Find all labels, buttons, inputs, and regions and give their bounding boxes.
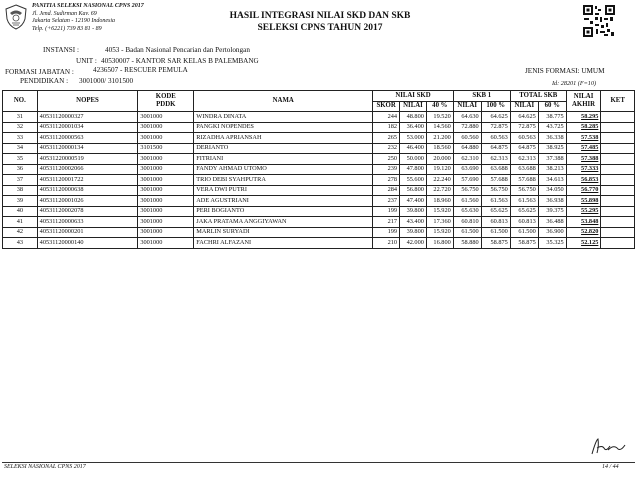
signature	[588, 436, 628, 458]
cell-skb-nilai: 64.630	[453, 112, 481, 123]
header-skd-nilai: NILAI	[400, 101, 427, 112]
header-kode-pddk	[138, 91, 194, 112]
cell-tot-nilai: 63.688	[510, 164, 538, 175]
cell-nama: FANDY AHMAD UTOMO	[194, 164, 373, 175]
pendidikan-label: PENDIDIKAN :	[20, 77, 69, 85]
cell-akhir: 52.820	[566, 227, 601, 238]
cell-tot-nilai: 60.813	[510, 217, 538, 228]
document-id: Id: 28201 (F=10)	[552, 80, 597, 87]
cell-ket	[601, 196, 635, 207]
cell-skor: 237	[373, 196, 400, 207]
cell-skb-nilai: 64.880	[453, 143, 481, 154]
cell-nilai: 48.800	[400, 112, 427, 123]
cell-p40: 16.800	[426, 238, 453, 249]
table-row	[3, 122, 635, 133]
cell-tot-nilai: 62.313	[510, 154, 538, 165]
cell-nama: DERIANTO	[194, 143, 373, 154]
cell-skb-100: 64.875	[481, 143, 510, 154]
cell-kode: 3001000	[138, 206, 194, 217]
cell-no: 36	[3, 164, 38, 175]
cell-nama: PERI BOGIANTO	[194, 206, 373, 217]
header-no: NO.	[3, 91, 38, 112]
cell-no: 33	[3, 133, 38, 144]
cell-nilai: 53.000	[400, 133, 427, 144]
cell-skb-nilai: 61.500	[453, 227, 481, 238]
cell-nopes: 40531120000633	[37, 217, 138, 228]
cell-akhir: 57.485	[566, 143, 601, 154]
cell-kode: 3001000	[138, 154, 194, 165]
cell-akhir: 55.898	[566, 196, 601, 207]
header-ket: KET	[601, 91, 635, 112]
cell-nopes: 40531220000519	[37, 154, 138, 165]
cell-p40: 18.560	[426, 143, 453, 154]
cell-nilai: 50.000	[400, 154, 427, 165]
cell-nopes: 40531120000140	[37, 238, 138, 249]
cell-skb-nilai: 61.560	[453, 196, 481, 207]
cell-p40: 19.520	[426, 112, 453, 123]
cell-nilai: 39.800	[400, 227, 427, 238]
cell-akhir: 58.295	[566, 112, 601, 123]
cell-skb-nilai: 60.810	[453, 217, 481, 228]
cell-tot-nilai: 60.563	[510, 133, 538, 144]
table-row	[3, 185, 635, 196]
table-row	[3, 238, 635, 249]
cell-kode: 3001000	[138, 133, 194, 144]
table-row	[3, 164, 635, 175]
cell-skb-nilai: 72.880	[453, 122, 481, 133]
header-kode: KODE	[155, 92, 176, 100]
cell-nilai: 46.400	[400, 143, 427, 154]
cell-skor: 244	[373, 112, 400, 123]
cell-no: 41	[3, 217, 38, 228]
cell-nopes: 40531120001026	[37, 196, 138, 207]
cell-tot-nilai: 58.875	[510, 238, 538, 249]
cell-nilai: 47.400	[400, 196, 427, 207]
cell-skb-100: 63.688	[481, 164, 510, 175]
cell-no: 34	[3, 143, 38, 154]
header-skb1-nilai: NILAI	[453, 101, 481, 112]
table-row	[3, 206, 635, 217]
cell-skb-nilai: 58.880	[453, 238, 481, 249]
cell-akhir: 53.848	[566, 217, 601, 228]
org-line-1: PANITIA SELEKSI NASIONAL CPNS 2017	[32, 3, 144, 9]
unit-label: UNIT :	[76, 57, 97, 65]
cell-kode: 3001000	[138, 185, 194, 196]
cell-tot-nilai: 65.625	[510, 206, 538, 217]
cell-nilai: 56.800	[400, 185, 427, 196]
cell-no: 38	[3, 185, 38, 196]
cell-p60: 36.338	[538, 133, 566, 144]
table-row	[3, 143, 635, 154]
cell-p60: 39.375	[538, 206, 566, 217]
cell-nopes: 40531120000201	[37, 227, 138, 238]
cell-ket	[601, 164, 635, 175]
instansi-value: 4053 - Badan Nasional Pencarian dan Pertolongan	[105, 46, 250, 54]
table-row	[3, 175, 635, 186]
cell-skb-100: 56.750	[481, 185, 510, 196]
cell-skb-100: 72.875	[481, 122, 510, 133]
cell-no: 43	[3, 238, 38, 249]
cell-tot-nilai: 64.625	[510, 112, 538, 123]
header-total-nilai: NILAI	[510, 101, 538, 112]
cell-tot-nilai: 61.500	[510, 227, 538, 238]
cell-p60: 36.488	[538, 217, 566, 228]
cell-skb-100: 61.563	[481, 196, 510, 207]
cell-tot-nilai: 56.750	[510, 185, 538, 196]
cell-skb-100: 60.813	[481, 217, 510, 228]
table-row	[3, 154, 635, 165]
cell-skb-nilai: 62.310	[453, 154, 481, 165]
cell-no: 35	[3, 154, 38, 165]
cell-nama: FITRIANI	[194, 154, 373, 165]
cell-p60: 34.613	[538, 175, 566, 186]
cell-skor: 199	[373, 227, 400, 238]
cell-p60: 38.775	[538, 112, 566, 123]
cell-kode: 3001000	[138, 196, 194, 207]
cell-p40: 17.360	[426, 217, 453, 228]
cell-akhir: 57.388	[566, 154, 601, 165]
cell-skor: 239	[373, 164, 400, 175]
cell-kode: 3001000	[138, 238, 194, 249]
cell-kode: 3001000	[138, 217, 194, 228]
header-pddk: PDDK	[156, 101, 176, 108]
cell-nopes: 40531120000134	[37, 143, 138, 154]
table-row	[3, 112, 635, 123]
cell-ket	[601, 217, 635, 228]
cell-skb-100: 62.313	[481, 154, 510, 165]
cell-skb-nilai: 56.750	[453, 185, 481, 196]
cell-nama: JAKA PRATAMA ANGGIYAWAN	[194, 217, 373, 228]
unit-value: 40530007 - KANTOR SAR KELAS B PALEMBANG	[101, 57, 259, 65]
header-nama: NAMA	[194, 91, 373, 112]
qr-code	[582, 4, 616, 38]
table-row	[3, 196, 635, 207]
cell-nama: TRIO DEBI SYAHPUTRA	[194, 175, 373, 186]
cell-p60: 37.388	[538, 154, 566, 165]
cell-ket	[601, 206, 635, 217]
cell-akhir: 52.125	[566, 238, 601, 249]
cell-ket	[601, 112, 635, 123]
cell-p60: 35.325	[538, 238, 566, 249]
cell-skb-100: 61.500	[481, 227, 510, 238]
formasi-value: 4236507 - RESCUER PEMULA	[93, 66, 188, 74]
footer-label: SELEKSI NASIONAL CPNS 2017	[4, 464, 86, 470]
cell-skor: 250	[373, 154, 400, 165]
cell-no: 31	[3, 112, 38, 123]
cell-tot-nilai: 72.875	[510, 122, 538, 133]
cell-no: 40	[3, 206, 38, 217]
cell-p40: 20.000	[426, 154, 453, 165]
cell-skor: 284	[373, 185, 400, 196]
cell-kode: 3001000	[138, 122, 194, 133]
cell-p40: 22.240	[426, 175, 453, 186]
cell-nama: WINDRA DINATA	[194, 112, 373, 123]
cell-skb-nilai: 60.560	[453, 133, 481, 144]
cell-ket	[601, 175, 635, 186]
cell-kode: 3001000	[138, 175, 194, 186]
cell-p40: 21.200	[426, 133, 453, 144]
cell-skb-nilai: 57.690	[453, 175, 481, 186]
cell-nilai: 47.800	[400, 164, 427, 175]
cell-tot-nilai: 61.563	[510, 196, 538, 207]
cell-ket	[601, 238, 635, 249]
cell-kode: 3001000	[138, 112, 194, 123]
cell-skor: 199	[373, 206, 400, 217]
cell-nopes: 40531120001034	[37, 122, 138, 133]
cell-nama: ADE AGUSTRIANI	[194, 196, 373, 207]
cell-nama: PANGKI NOPENDES	[194, 122, 373, 133]
cell-p40: 22.720	[426, 185, 453, 196]
cell-p40: 15.920	[426, 227, 453, 238]
cell-ket	[601, 133, 635, 144]
cell-nilai: 36.400	[400, 122, 427, 133]
header-nilai-akhir	[566, 91, 601, 112]
cell-no: 39	[3, 196, 38, 207]
garuda-logo	[4, 4, 28, 30]
table-row	[3, 227, 635, 238]
cell-skb-100: 65.625	[481, 206, 510, 217]
cell-p60: 36.938	[538, 196, 566, 207]
header-nopes: NOPES	[37, 91, 138, 112]
org-line-3: Jakarta Selatan - 12190 Indonesia	[32, 18, 115, 25]
cell-skor: 217	[373, 217, 400, 228]
cell-kode: 3001000	[138, 227, 194, 238]
cell-kode: 3001000	[138, 164, 194, 175]
cell-skb-100: 64.625	[481, 112, 510, 123]
cell-no: 42	[3, 227, 38, 238]
cell-nopes: 40531120000638	[37, 185, 138, 196]
cell-nama: VERA DWI PUTRI	[194, 185, 373, 196]
organization-block	[32, 3, 144, 33]
cell-nama: RIZADHA APRIANSAH	[194, 133, 373, 144]
cell-p60: 36.900	[538, 227, 566, 238]
cell-ket	[601, 143, 635, 154]
cell-nama: MARLIN SURYADI	[194, 227, 373, 238]
cell-p40: 18.960	[426, 196, 453, 207]
cell-skor: 278	[373, 175, 400, 186]
cell-p60: 43.725	[538, 122, 566, 133]
cell-p60: 38.925	[538, 143, 566, 154]
cell-p40: 19.120	[426, 164, 453, 175]
table-row	[3, 133, 635, 144]
cell-tot-nilai: 64.875	[510, 143, 538, 154]
cell-p40: 15.920	[426, 206, 453, 217]
cell-no: 37	[3, 175, 38, 186]
instansi-label: INSTANSI :	[43, 46, 79, 54]
cell-skb-100: 57.688	[481, 175, 510, 186]
cell-nopes: 40531120002066	[37, 164, 138, 175]
cell-p60: 38.213	[538, 164, 566, 175]
header-skor: SKOR	[373, 101, 400, 112]
cell-nama: FACHRI ALFAZANI	[194, 238, 373, 249]
cell-kode: 3101500	[138, 143, 194, 154]
cell-nilai: 42.000	[400, 238, 427, 249]
cell-ket	[601, 185, 635, 196]
org-line-2: Jl. Jend. Sudirman Kav. 69	[32, 10, 97, 17]
page-number: 14 / 44	[602, 464, 619, 470]
cell-akhir: 55.295	[566, 206, 601, 217]
page-subtitle: SELEKSI CPNS TAHUN 2017	[257, 23, 383, 33]
header-skb1: SKB 1	[453, 91, 510, 102]
cell-nopes: 40531120000563	[37, 133, 138, 144]
results-table	[2, 90, 635, 249]
footer-rule	[2, 462, 635, 463]
cell-skor: 210	[373, 238, 400, 249]
cell-skor: 232	[373, 143, 400, 154]
cell-skb-100: 60.563	[481, 133, 510, 144]
cell-akhir: 56.853	[566, 175, 601, 186]
header-nilai-skd: NILAI SKD	[373, 91, 454, 102]
jenis-formasi: JENIS FORMASI: UMUM	[525, 67, 605, 75]
cell-nilai: 39.800	[400, 206, 427, 217]
cell-nilai: 43.400	[400, 217, 427, 228]
header-60pct: 60 %	[538, 101, 566, 112]
cell-ket	[601, 154, 635, 165]
cell-akhir: 57.333	[566, 164, 601, 175]
header-100pct: 100 %	[481, 101, 510, 112]
cell-ket	[601, 122, 635, 133]
cell-skor: 182	[373, 122, 400, 133]
cell-skb-nilai: 63.690	[453, 164, 481, 175]
cell-nopes: 40531120002078	[37, 206, 138, 217]
cell-p40: 14.560	[426, 122, 453, 133]
cell-akhir: 58.285	[566, 122, 601, 133]
cell-nopes: 40531120001722	[37, 175, 138, 186]
header-nilai-akhir-1: NILAI	[573, 92, 594, 100]
cell-p60: 34.050	[538, 185, 566, 196]
header-nilai-akhir-2: AKHIR	[572, 101, 596, 108]
cell-tot-nilai: 57.688	[510, 175, 538, 186]
header-total-skb: TOTAL SKB	[510, 91, 566, 102]
cell-akhir: 56.770	[566, 185, 601, 196]
pendidikan-value: 3001000/ 3101500	[79, 77, 134, 85]
cell-no: 32	[3, 122, 38, 133]
header-40pct: 40 %	[426, 101, 453, 112]
table-row	[3, 217, 635, 228]
cell-skb-nilai: 65.630	[453, 206, 481, 217]
cell-akhir: 57.538	[566, 133, 601, 144]
formasi-label: FORMASI JABATAN :	[5, 68, 74, 76]
page-title: HASIL INTEGRASI NILAI SKD DAN SKB	[229, 11, 411, 21]
cell-nopes: 40531120000327	[37, 112, 138, 123]
org-line-4: Telp. (+6221) 739 83 81 - 89	[32, 25, 102, 32]
cell-skor: 265	[373, 133, 400, 144]
cell-skb-100: 58.875	[481, 238, 510, 249]
cell-nilai: 55.600	[400, 175, 427, 186]
cell-ket	[601, 227, 635, 238]
